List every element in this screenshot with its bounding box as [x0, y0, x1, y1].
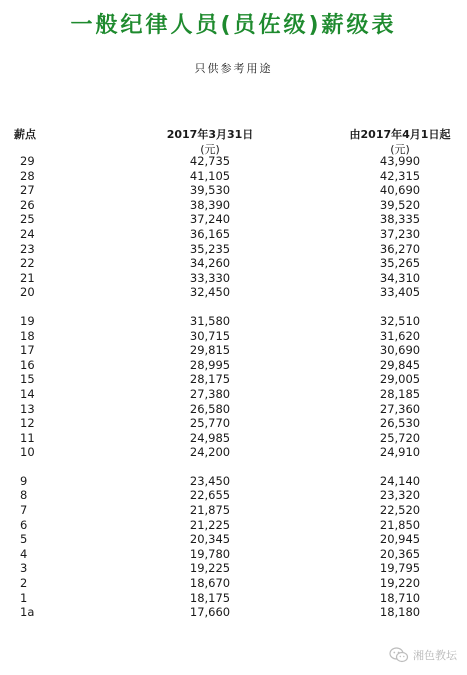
new-salary-cell: 24,140: [379, 473, 421, 488]
old-salary-cell: 28,175: [189, 372, 231, 387]
new-salary-cell: 40,690: [379, 183, 421, 198]
new-salary-cell: 39,520: [379, 197, 421, 212]
old-salary-cell: 36,165: [189, 226, 231, 241]
old-salary-cell: 34,260: [189, 256, 231, 271]
old-salary-cell: 31,580: [189, 313, 231, 328]
salary-point-cell: 29: [20, 154, 35, 168]
salary-point-cell: 21: [20, 270, 35, 285]
salary-point-cell: 3: [20, 561, 28, 576]
watermark-text: 湘色教坛: [413, 649, 457, 662]
table-row: [0, 256, 467, 271]
new-salary-cell: 33,405: [379, 285, 421, 300]
new-salary-cell: 34,310: [379, 270, 421, 285]
table-row: [0, 576, 467, 591]
old-salary-cell: 37,240: [189, 212, 231, 227]
salary-point-cell: 22: [20, 256, 35, 271]
old-salary-cell: 20,345: [189, 532, 231, 547]
old-salary-cell: 39,530: [189, 183, 231, 198]
old-salary-cell: 28,995: [189, 357, 231, 372]
salary-point-cell: 20: [20, 285, 35, 300]
old-salary-cell: 27,380: [189, 386, 231, 401]
new-salary-cell: 32,510: [379, 313, 421, 328]
old-salary-cell: 21,225: [189, 517, 231, 532]
column-header-old-date: 2017年3月31日: [166, 128, 254, 141]
salary-point-cell: 1a: [20, 605, 35, 620]
old-salary-cell: 33,330: [189, 270, 231, 285]
salary-group: [0, 314, 467, 460]
new-salary-cell: 30,690: [379, 343, 421, 358]
new-salary-cell: 24,910: [379, 445, 421, 460]
new-salary-cell: 22,520: [379, 503, 421, 518]
old-salary-cell: 32,450: [189, 285, 231, 300]
wechat-icon: [389, 647, 409, 663]
old-salary-cell: 22,655: [189, 488, 231, 503]
salary-point-cell: 23: [20, 241, 35, 256]
new-salary-cell: 27,360: [379, 401, 421, 416]
salary-point-cell: 8: [20, 488, 28, 503]
old-salary-cell: 38,390: [189, 197, 231, 212]
page-title: 一般纪律人员(员佐级)薪级表: [70, 13, 397, 38]
page-subtitle: 只供参考用途: [194, 62, 273, 75]
old-salary-cell: 35,235: [189, 241, 231, 256]
old-salary-cell: 23,450: [189, 473, 231, 488]
old-salary-cell: 26,580: [189, 401, 231, 416]
salary-point-cell: 14: [20, 386, 35, 401]
table-row: [0, 503, 467, 518]
new-salary-cell: 28,185: [379, 386, 421, 401]
salary-point-cell: 11: [20, 430, 35, 445]
salary-point-cell: 19: [20, 313, 35, 328]
table-row: [0, 372, 467, 387]
old-salary-cell: 18,670: [189, 576, 231, 591]
table-row: [0, 154, 467, 169]
new-salary-cell: 43,990: [379, 154, 421, 168]
new-salary-cell: 36,270: [379, 241, 421, 256]
salary-point-cell: 1: [20, 590, 28, 605]
old-salary-cell: 42,735: [189, 154, 231, 168]
new-salary-cell: 20,945: [379, 532, 421, 547]
old-salary-cell: 24,985: [189, 430, 231, 445]
salary-group: [0, 474, 467, 620]
table-row: [0, 314, 467, 329]
salary-point-cell: 5: [20, 532, 28, 547]
table-row: [0, 183, 467, 198]
new-salary-cell: 31,620: [379, 328, 421, 343]
salary-point-cell: 9: [20, 473, 28, 488]
old-salary-cell: 21,875: [189, 503, 231, 518]
old-salary-cell: 18,175: [189, 590, 231, 605]
table-row: [0, 212, 467, 227]
new-salary-cell: 25,720: [379, 430, 421, 445]
table-row: [0, 285, 467, 300]
table-row: [0, 271, 467, 286]
table-row: [0, 198, 467, 213]
salary-point-cell: 13: [20, 401, 35, 416]
table-row: [0, 518, 467, 533]
table-row: [0, 488, 467, 503]
salary-point-cell: 27: [20, 183, 35, 198]
column-header-new-date: 由2017年4月1日起: [349, 128, 451, 141]
new-salary-cell: 42,315: [379, 168, 421, 183]
table-row: [0, 474, 467, 489]
table-row: [0, 242, 467, 257]
old-salary-cell: 41,105: [189, 168, 231, 183]
new-salary-cell: 18,710: [379, 590, 421, 605]
table-row: [0, 416, 467, 431]
table-row: [0, 169, 467, 184]
column-unit-new: (元): [390, 143, 410, 156]
salary-point-cell: 15: [20, 372, 35, 387]
salary-point-cell: 17: [20, 343, 35, 358]
table-row: [0, 547, 467, 562]
new-salary-cell: 35,265: [379, 256, 421, 271]
old-salary-cell: 30,715: [189, 328, 231, 343]
new-salary-cell: 18,180: [379, 605, 421, 620]
new-salary-cell: 38,335: [379, 212, 421, 227]
table-row: [0, 532, 467, 547]
salary-point-cell: 4: [20, 546, 28, 561]
old-salary-cell: 19,780: [189, 546, 231, 561]
table-row: [0, 591, 467, 606]
column-unit-old: (元): [200, 143, 220, 156]
table-row: [0, 445, 467, 460]
watermark: [389, 647, 457, 663]
column-header-point: 薪点: [14, 128, 36, 141]
salary-point-cell: 18: [20, 328, 35, 343]
table-row: [0, 227, 467, 242]
new-salary-cell: 20,365: [379, 546, 421, 561]
table-row: [0, 329, 467, 344]
new-salary-cell: 21,850: [379, 517, 421, 532]
salary-point-cell: 10: [20, 445, 35, 460]
new-salary-cell: 26,530: [379, 416, 421, 431]
table-row: [0, 561, 467, 576]
table-row: [0, 387, 467, 402]
new-salary-cell: 19,795: [379, 561, 421, 576]
old-salary-cell: 29,815: [189, 343, 231, 358]
table-row: [0, 343, 467, 358]
new-salary-cell: 29,845: [379, 357, 421, 372]
salary-point-cell: 16: [20, 357, 35, 372]
new-salary-cell: 29,005: [379, 372, 421, 387]
old-salary-cell: 17,660: [189, 605, 231, 620]
salary-point-cell: 2: [20, 576, 28, 591]
salary-point-cell: 24: [20, 226, 35, 241]
new-salary-cell: 37,230: [379, 226, 421, 241]
salary-point-cell: 25: [20, 212, 35, 227]
new-salary-cell: 19,220: [379, 576, 421, 591]
table-row: [0, 402, 467, 417]
new-salary-cell: 23,320: [379, 488, 421, 503]
salary-point-cell: 26: [20, 197, 35, 212]
salary-point-cell: 7: [20, 503, 28, 518]
salary-table: [0, 154, 467, 634]
old-salary-cell: 24,200: [189, 445, 231, 460]
old-salary-cell: 25,770: [189, 416, 231, 431]
salary-point-cell: 12: [20, 416, 35, 431]
salary-point-cell: 6: [20, 517, 28, 532]
salary-group: [0, 154, 467, 300]
old-salary-cell: 19,225: [189, 561, 231, 576]
table-row: [0, 358, 467, 373]
salary-point-cell: 28: [20, 168, 35, 183]
table-row: [0, 605, 467, 620]
table-row: [0, 431, 467, 446]
